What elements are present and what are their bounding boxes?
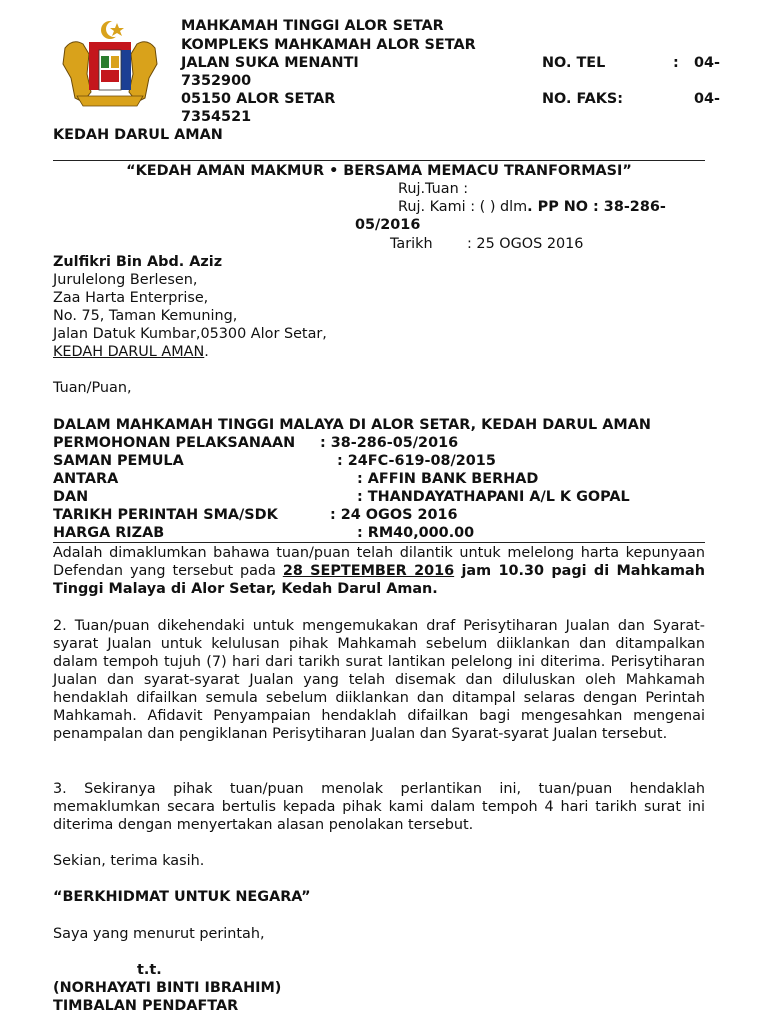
slogan: “BERKHIDMAT UNTUK NEGARA” [53, 889, 311, 905]
tarikh-value: : 25 OGOS 2016 [467, 236, 584, 252]
recipient-line4: Jalan Datuk Kumbar,05300 Alor Setar, [53, 326, 327, 342]
recipient-line1: Jurulelong Berlesen, [53, 272, 198, 288]
tel-colon: : [673, 55, 679, 71]
case-row-label: SAMAN PEMULA [53, 453, 184, 469]
paragraph-2: 2. Tuan/puan dikehendaki untuk mengemukakan draf Perisytiharan Jualan dan Syarat-syarat Jualan untuk kelulusan pihak Mahkamah sebelum diiklankan dan ditampalkan dalam tempoh tujuh (7) hari dari tarikh surat lantikan pelelong ini diterima. Perisytiharan Jualan dan syarat-syarat Jualan yang telah disemak dan diluluskan oleh Mahkamah hendaklah difailkan semula sebelum diiklankan dan ditampal selaras dengan Perintah Mahkamah. Afidavit Penyampaian hendaklah difailkan bagi mengesahkan mengenai penampalan dan pengiklanan Perisytiharan Jualan dan Syarat-syarat Jualan tersebut. [53, 618, 705, 742]
motto: “KEDAH AMAN MAKMUR • BERSAMA MEMACU TRANFORMASI” [126, 163, 632, 179]
paragraph-1: Adalah dimaklumkan bahawa tuan/puan telah dilantik untuk melelong harta kepunyaan Defendan yang tersebut pada 28 SEPTEMBER 2016 jam 10.30 pagi di Mahkamah Tinggi Malaya di Alor Setar, Kedah Darul Aman. [53, 545, 705, 597]
letterhead-divider [53, 160, 705, 161]
case-divider [53, 542, 705, 543]
signatory-name: (NORHAYATI BINTI IBRAHIM) [53, 980, 282, 996]
recipient-line3: No. 75, Taman Kemuning, [53, 308, 238, 324]
case-row-value: : 24FC-619-08/2015 [337, 453, 496, 469]
tel-number: 7352900 [181, 73, 252, 89]
case-row-label: ANTARA [53, 471, 119, 487]
recipient-name: Zulfikri Bin Abd. Aziz [53, 254, 223, 270]
case-row-label: HARGA RIZAB [53, 525, 165, 541]
case-row-value: : 38-286-05/2016 [320, 435, 459, 451]
court-complex: KOMPLEKS MAHKAMAH ALOR SETAR [181, 37, 476, 53]
salutation: Tuan/Puan, [53, 380, 132, 396]
recipient-line2: Zaa Harta Enterprise, [53, 290, 209, 306]
closing-text: Sekian, terima kasih. [53, 853, 205, 869]
court-street: JALAN SUKA MENANTI [181, 55, 359, 71]
case-row-label: DAN [53, 489, 89, 505]
case-row-value: : RM40,000.00 [357, 525, 475, 541]
ruj-tuan: Ruj.Tuan : [398, 181, 469, 197]
fax-label: NO. FAKS: [542, 91, 624, 107]
fax-number: 7354521 [181, 109, 252, 125]
fax-prefix: 04- [694, 91, 720, 107]
coat-of-arms-icon [55, 18, 165, 118]
tarikh-label: Tarikh [390, 236, 433, 252]
case-row-value: : AFFIN BANK BERHAD [357, 471, 539, 487]
case-title: DALAM MAHKAMAH TINGGI MALAYA DI ALOR SETAR, KEDAH DARUL AMAN [53, 417, 651, 433]
court-state: KEDAH DARUL AMAN [53, 127, 223, 143]
ruj-kami-cont: 05/2016 [355, 217, 421, 233]
tel-prefix: 04- [694, 55, 720, 71]
tel-label: NO. TEL [542, 55, 606, 71]
order-line: Saya yang menurut perintah, [53, 926, 265, 942]
paragraph-3: 3. Sekiranya pihak tuan/puan menolak perlantikan ini, tuan/puan hendaklah memaklumkan secara bertulis kepada pihak kami dalam tempoh 4 hari tarikh surat ini diterima dengan menyertakan alasan penolakan tersebut. [53, 781, 705, 833]
case-row-label: PERMOHONAN PELAKSANAAN [53, 435, 296, 451]
case-row-label: TARIKH PERINTAH SMA/SDK [53, 507, 278, 523]
case-row-value: : 24 OGOS 2016 [330, 507, 458, 523]
case-row-value: : THANDAYATHAPANI A/L K GOPAL [357, 489, 630, 505]
court-postcode-city: 05150 ALOR SETAR [181, 91, 336, 107]
signatory-title: TIMBALAN PENDAFTAR [53, 998, 239, 1014]
recipient-line5: KEDAH DARUL AMAN. [53, 344, 209, 360]
signature-tt: t.t. [137, 962, 162, 978]
ruj-kami: Ruj. Kami : ( ) dlm. PP NO : 38-286- [398, 199, 666, 215]
court-name: MAHKAMAH TINGGI ALOR SETAR [181, 18, 444, 34]
